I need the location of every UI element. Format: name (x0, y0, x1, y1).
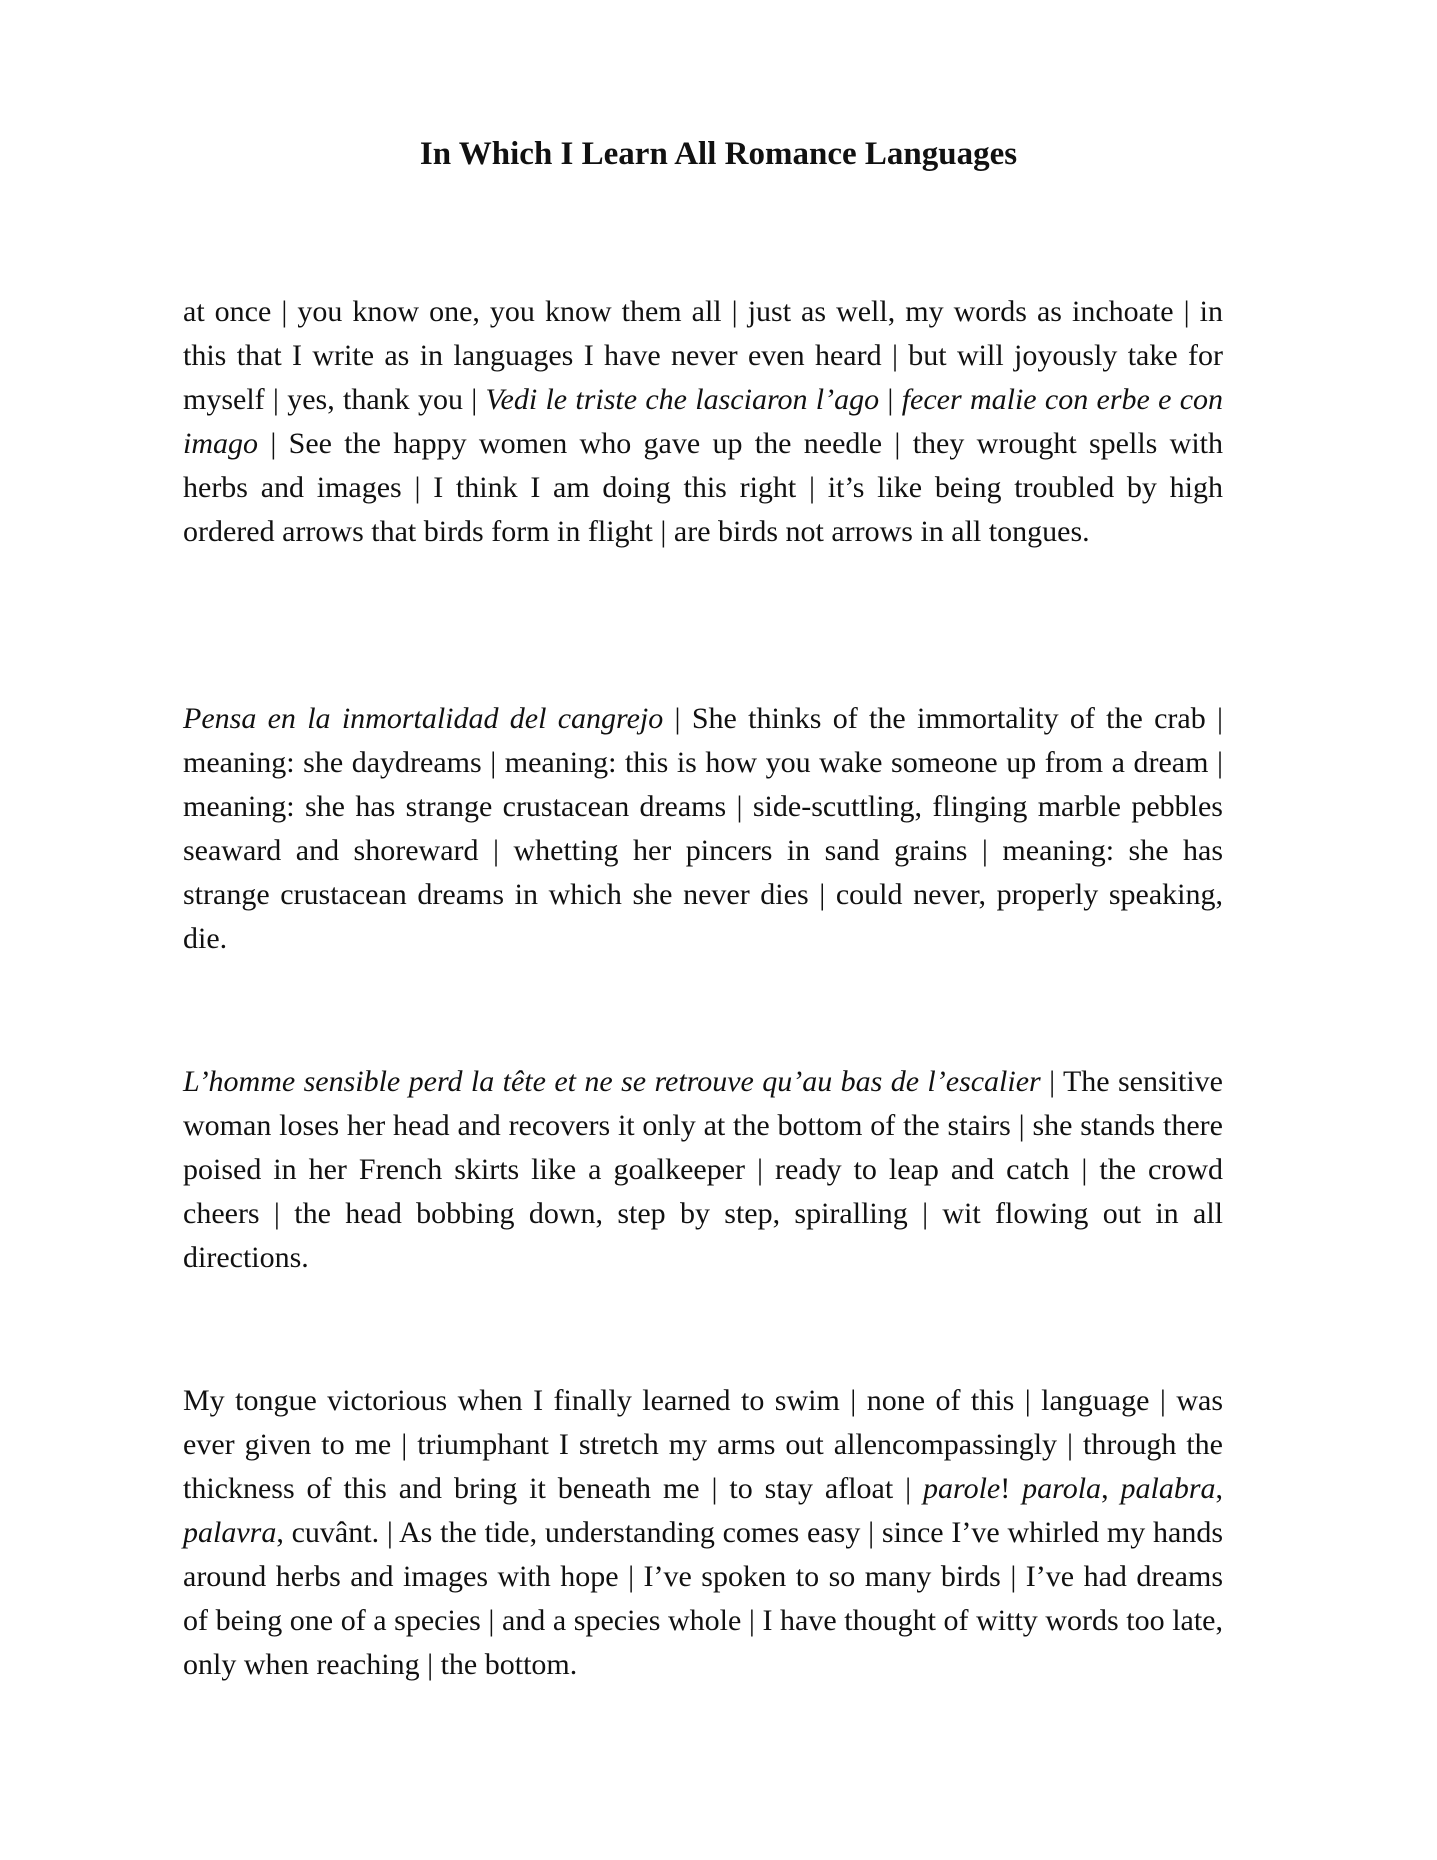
italic-quote: Vedi le triste che lasciaron l’ago (485, 383, 880, 416)
stanza-text: ! (1000, 1472, 1023, 1505)
poem-title: In Which I Learn All Romance Languages (419, 136, 1018, 172)
italic-word: palavra (183, 1516, 277, 1549)
stanza-1 (183, 290, 1223, 554)
italic-quote: fecer malie con erbe e con imago (183, 383, 1224, 460)
stanza-text: My tongue victorious when I finally learned to swim | none of this | language | was ever given to me | triumphant I stretch my arms out allencompassingly | through the thickness of this and bring it beneath me | to stay afloat | (183, 1384, 1223, 1505)
italic-word: parole (923, 1472, 1001, 1505)
stanza-text: , (1215, 1472, 1223, 1505)
stanza-3 (183, 1060, 1223, 1280)
italic-quote: L’homme sensible perd la tête et ne se retrouve qu’au bas de l’escalier (183, 1065, 1041, 1098)
stanza-text: | (879, 383, 902, 416)
stanza-text: at once | you know one, you know them all | just as well, my words as inchoate | in this that I write as in languages I have never even heard | but will joyously take for myself | yes, thank you | (183, 295, 1223, 416)
stanza-4 (183, 1379, 1223, 1687)
stanza-text: | She thinks of the immortality of the crab | meaning: she daydreams | meaning: this is how you wake someone up from a dream | meaning: she has strange crustacean dreams | side-scuttling, flinging marble pebbles seaward and shoreward | whetting her pincers in sand grains | meaning: she has strange crustacean dreams in which she never dies | could never, properly speaking, die. (183, 702, 1223, 955)
stanza-text: | See the happy women who gave up the needle | they wrought spells with herbs and images | I think I am doing this right | it’s like being troubled by high ordered arrows that birds form in flight | are birds not arrows in all tongues. (183, 427, 1223, 548)
stanza-text: , cuvânt. | As the tide, understanding comes easy | since I’ve whirled my hands around herbs and images with hope | I’ve spoken to so many birds | I’ve had dreams of being one of a species | and a species whole | I have thought of witty words too late, only when reaching | the bottom. (183, 1516, 1223, 1681)
italic-quote: Pensa en la inmortalidad del cangrejo (183, 702, 664, 735)
stanza-text: | The sensitive woman loses her head and recovers it only at the bottom of the stairs | she stands there poised in her French skirts like a goalkeeper | ready to leap and catch | the crowd cheers | the head bobbing down, step by step, spiralling | wit flowing out in all directions. (183, 1065, 1223, 1274)
italic-word: palabra (1120, 1472, 1216, 1505)
stanza-2 (183, 697, 1223, 961)
stanza-text: , (1101, 1472, 1121, 1505)
italic-word: parola (1022, 1472, 1102, 1505)
